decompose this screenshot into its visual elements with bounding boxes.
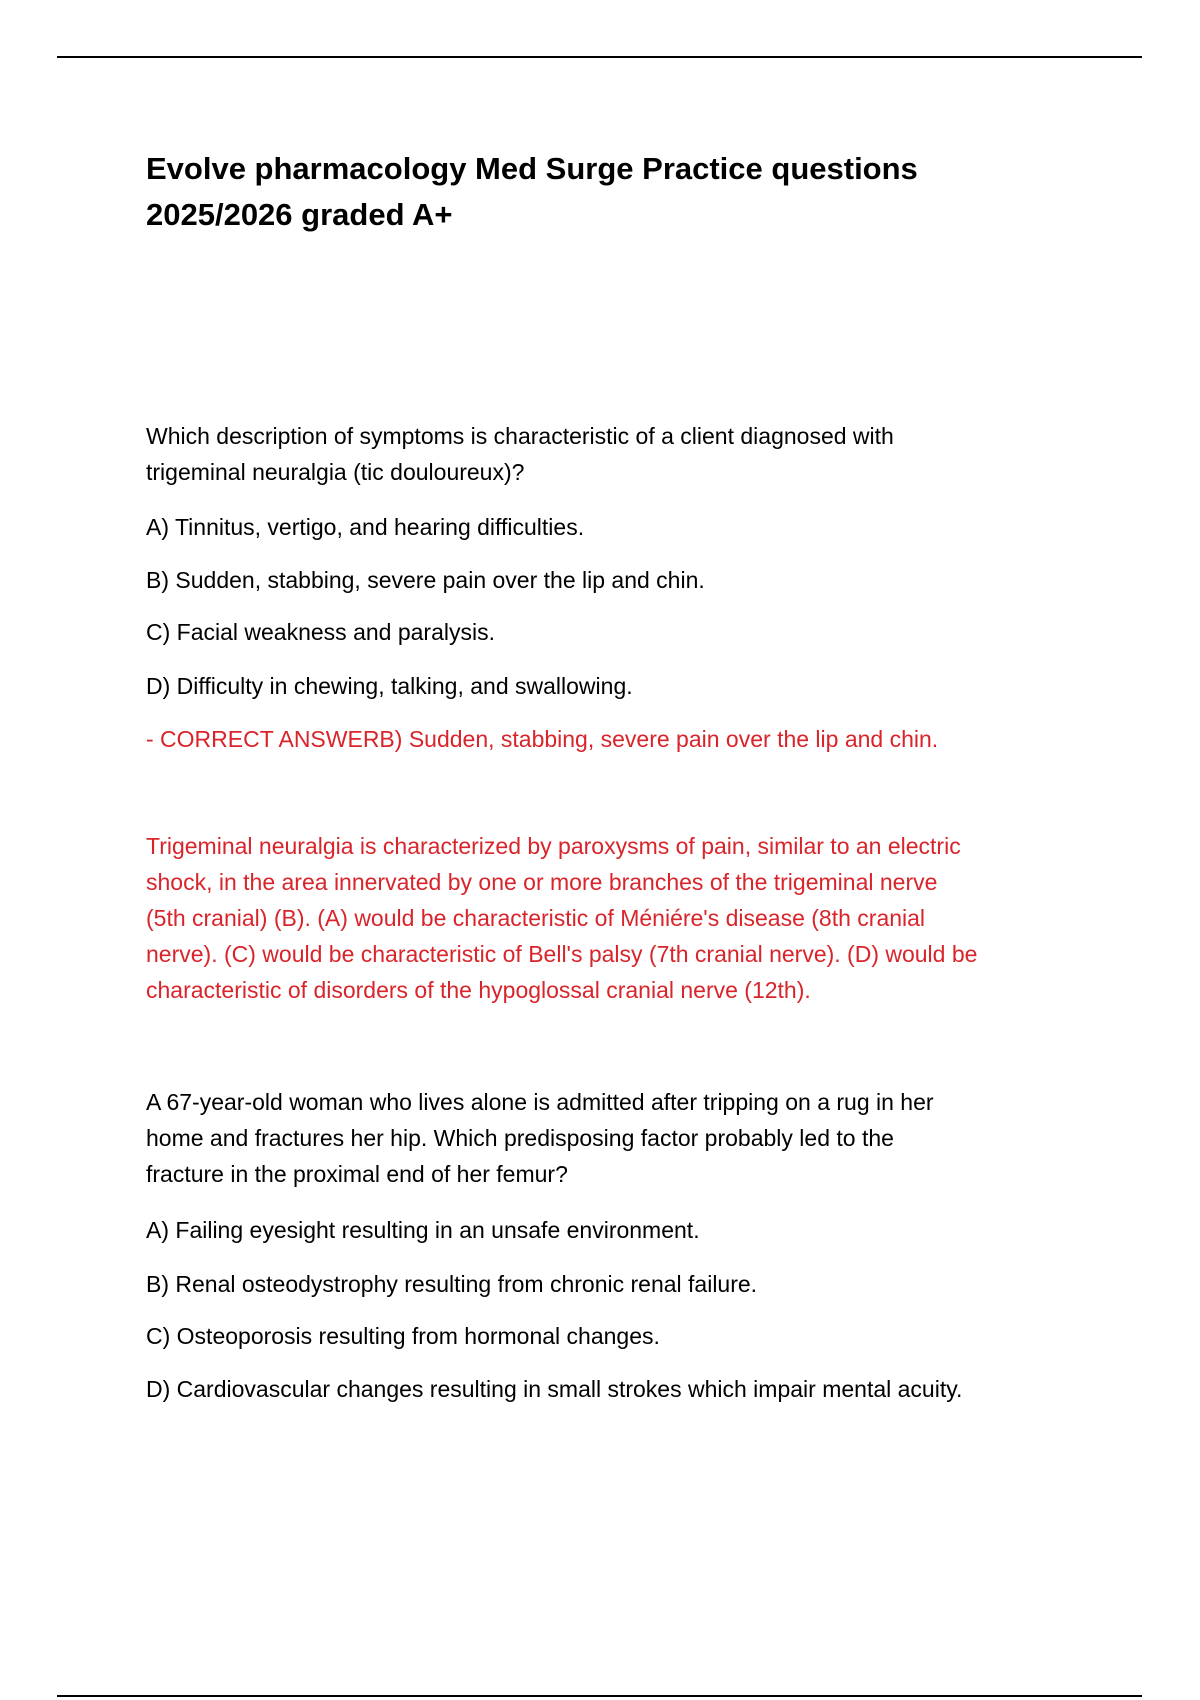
question-stem-line: trigeminal neuralgia (tic douloureux)?: [146, 459, 525, 485]
question-1-option-b: B) Sudden, stabbing, severe pain over the lip and chin.: [146, 567, 705, 593]
title-line-1: Evolve pharmacology Med Surge Practice questions: [146, 151, 918, 186]
question-2-option-d: D) Cardiovascular changes resulting in small strokes which impair mental acuity.: [146, 1376, 963, 1402]
rationale-line: nerve). (C) would be characteristic of Bell's palsy (7th cranial nerve). (D) would be: [146, 941, 978, 967]
question-2-option-c: C) Osteoporosis resulting from hormonal changes.: [146, 1323, 660, 1349]
title-line-2: 2025/2026 graded A+: [146, 197, 453, 232]
question-2-stem: [146, 1084, 1106, 1192]
question-1-option-d: D) Difficulty in chewing, talking, and swallowing.: [146, 673, 633, 699]
question-1-correct-answer: - CORRECT ANSWERB) Sudden, stabbing, severe pain over the lip and chin.: [146, 726, 939, 752]
rationale-line: (5th cranial) (B). (A) would be characteristic of Méniére's disease (8th cranial: [146, 905, 926, 931]
footer-rule: [57, 1695, 1142, 1697]
question-stem-line: A 67-year-old woman who lives alone is admitted after tripping on a rug in her: [146, 1089, 934, 1115]
question-1-stem: [146, 418, 1106, 490]
rationale-line: Trigeminal neuralgia is characterized by paroxysms of pain, similar to an electric: [146, 833, 961, 859]
question-2-option-a: A) Failing eyesight resulting in an unsafe environment.: [146, 1217, 700, 1243]
document-title: [146, 146, 1046, 238]
header-rule: [57, 56, 1142, 58]
rationale-line: shock, in the area innervated by one or more branches of the trigeminal nerve: [146, 869, 938, 895]
question-1-option-c: C) Facial weakness and paralysis.: [146, 619, 495, 645]
question-1-rationale: [146, 828, 1106, 1008]
question-stem-line: fracture in the proximal end of her femur?: [146, 1161, 568, 1187]
rationale-line: characteristic of disorders of the hypoglossal cranial nerve (12th).: [146, 977, 811, 1003]
question-1-option-a: A) Tinnitus, vertigo, and hearing difficulties.: [146, 514, 585, 540]
question-stem-line: Which description of symptoms is characteristic of a client diagnosed with: [146, 423, 894, 449]
question-stem-line: home and fractures her hip. Which predisposing factor probably led to the: [146, 1125, 894, 1151]
question-2-option-b: B) Renal osteodystrophy resulting from chronic renal failure.: [146, 1271, 758, 1297]
